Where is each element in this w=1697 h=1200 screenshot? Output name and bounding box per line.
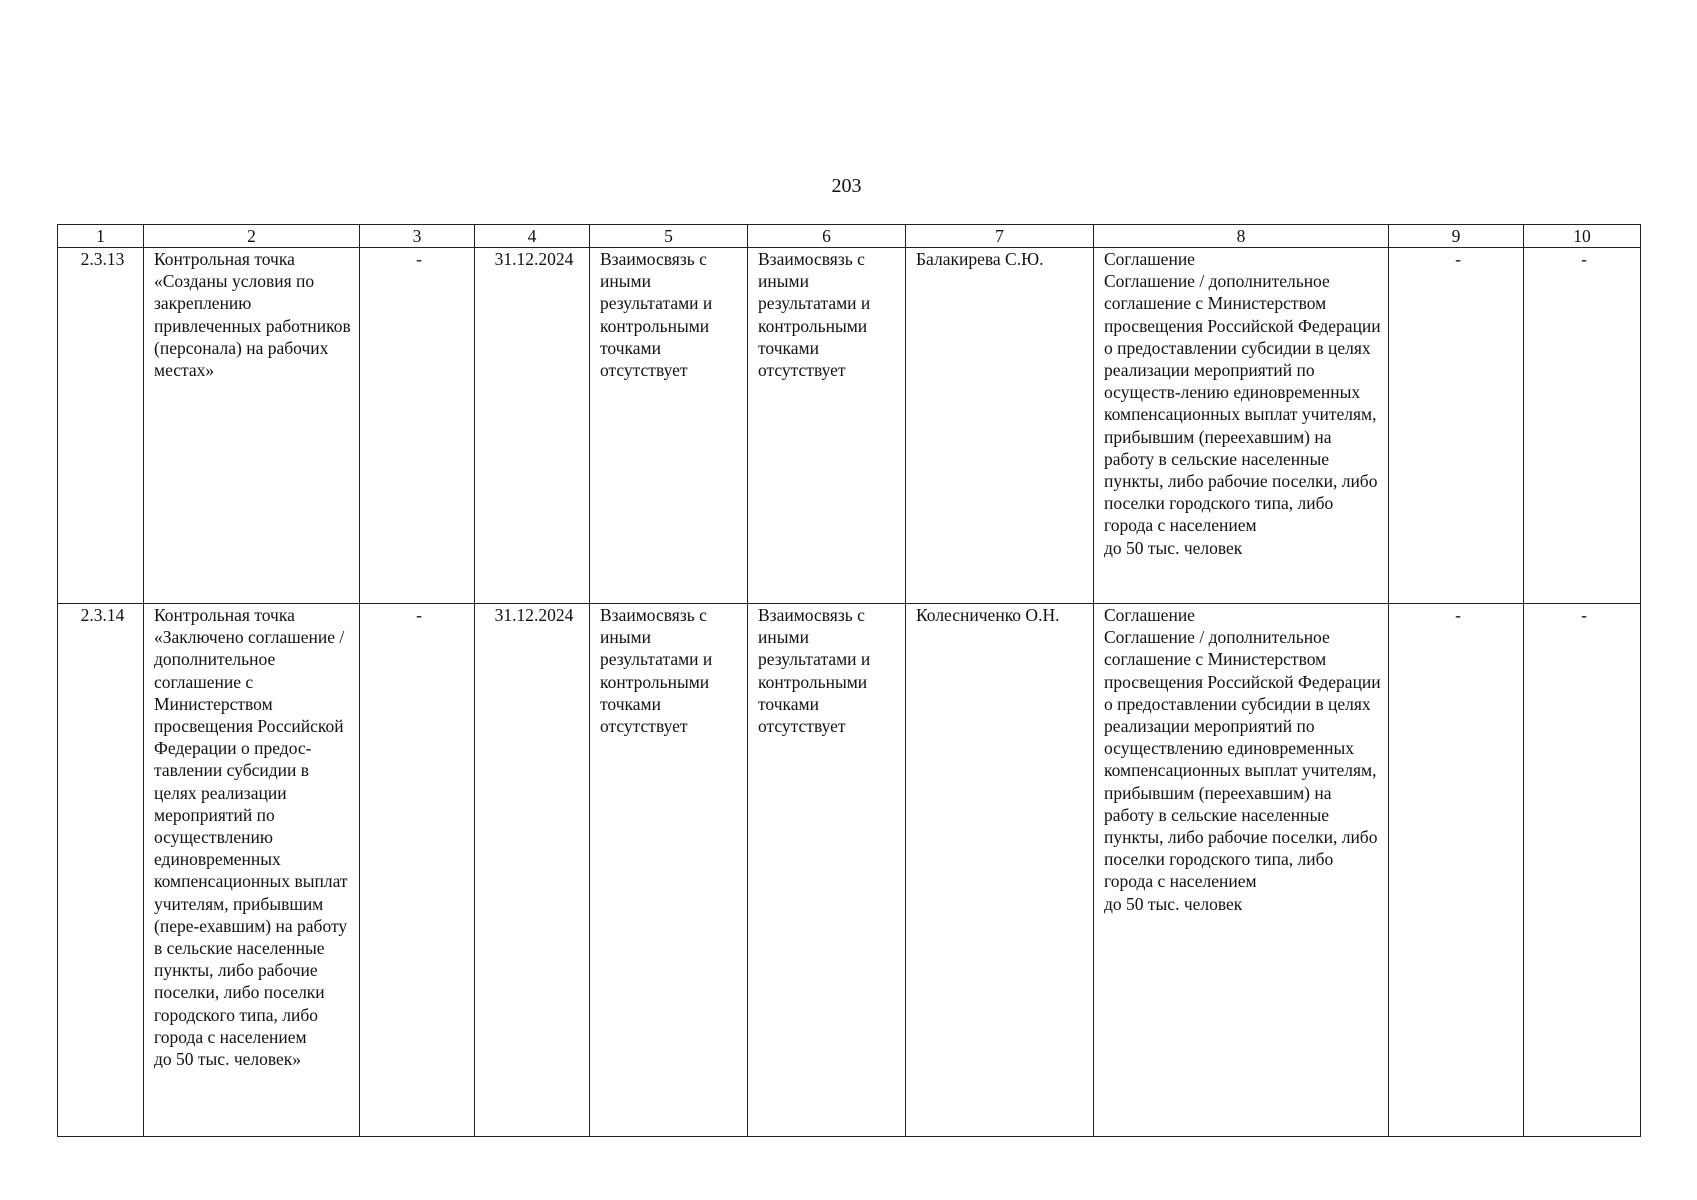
relation-cell: Взаимосвязь с иными результатами и контрольными точками отсутствует <box>590 248 748 604</box>
relation-cell: Взаимосвязь с иными результатами и контрольными точками отсутствует <box>748 604 906 1137</box>
column-number-row <box>58 225 1641 248</box>
table-row <box>58 248 1641 604</box>
relation-cell: Взаимосвязь с иными результатами и контрольными точками отсутствует <box>590 604 748 1137</box>
column-3-cell: - <box>360 248 475 604</box>
table-row <box>58 604 1641 1137</box>
column-header: 8 <box>1094 225 1389 248</box>
relation-cell: Взаимосвязь с иными результатами и контрольными точками отсутствует <box>748 248 906 604</box>
column-header: 1 <box>58 225 144 248</box>
column-header: 4 <box>475 225 590 248</box>
column-header: 10 <box>1524 225 1641 248</box>
row-number-cell: 2.3.14 <box>58 604 144 1137</box>
control-point-name-cell: Контрольная точка «Заключено соглашение / дополнительное соглашение с Министерством просвещения Российской Федерации о предос-тавлении субсидии в целях реализации мероприятий по осуществлению единовременных компенсационных выплат учителям, прибывшим (пере-ехавшим) на работу в сельские населенные пункты, либо рабочие поселки, либо поселки городского типа, либо города с населением до 50 тыс. человек» <box>144 604 360 1137</box>
control-points-table <box>57 224 1641 1137</box>
column-header: 6 <box>748 225 906 248</box>
responsible-person-cell: Балакирева С.Ю. <box>906 248 1094 604</box>
column-header: 9 <box>1389 225 1524 248</box>
column-9-cell: - <box>1389 604 1524 1137</box>
page-number: 203 <box>831 175 862 197</box>
column-header: 7 <box>906 225 1094 248</box>
column-10-cell: - <box>1524 248 1641 604</box>
column-header: 2 <box>144 225 360 248</box>
column-10-cell: - <box>1524 604 1641 1137</box>
row-number-cell: 2.3.13 <box>58 248 144 604</box>
column-header: 5 <box>590 225 748 248</box>
due-date-cell: 31.12.2024 <box>475 604 590 1137</box>
column-header: 3 <box>360 225 475 248</box>
column-3-cell: - <box>360 604 475 1137</box>
due-date-cell: 31.12.2024 <box>475 248 590 604</box>
column-9-cell: - <box>1389 248 1524 604</box>
document-cell: Соглашение Соглашение / дополнительное соглашение с Министерством просвещения Российской Федерации о предоставлении субсидии в целях реализации мероприятий по осуществлению единовременных компенсационных выплат учителям, прибывшим (переехавшим) на работу в сельские населенные пункты, либо рабочие поселки, либо поселки городского типа, либо города с населением до 50 тыс. человек <box>1094 604 1389 1137</box>
responsible-person-cell: Колесниченко О.Н. <box>906 604 1094 1137</box>
document-cell: Соглашение Соглашение / дополнительное соглашение с Министерством просвещения Российской Федерации о предоставлении субсидии в целях реализации мероприятий по осуществ-лению единовременных компенсационных выплат учителям, прибывшим (переехавшим) на работу в сельские населенные пункты, либо рабочие поселки, либо поселки городского типа, либо города с населением до 50 тыс. человек <box>1094 248 1389 604</box>
control-point-name-cell: Контрольная точка «Созданы условия по закреплению привлеченных работников (персонала) на рабочих местах» <box>144 248 360 604</box>
